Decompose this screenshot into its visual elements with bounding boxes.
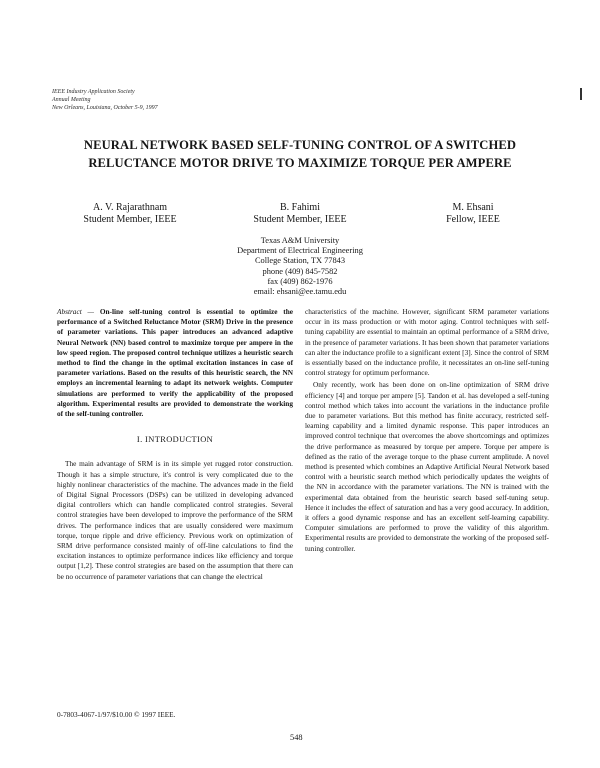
author-name: A. V. Rajarathnam — [92, 202, 168, 213]
section-heading-introduction: I. INTRODUCTION — [136, 435, 214, 445]
author-ehsani — [418, 202, 528, 226]
affiliation-department: Department of Electrical Engineering — [237, 246, 363, 256]
affiliation-fax: fax (409) 862-1976 — [267, 276, 333, 286]
paper-title — [40, 136, 560, 172]
affiliation-city: College Station, TX 77843 — [254, 256, 346, 266]
author-role: Student Member, IEEE — [253, 214, 347, 225]
right-paragraph-2: Only recently, work has been done on on-line optimization of SRM drive efficiency [4] and torque per ampere [5]. Tandon et al. has developed a self-tuning control method which takes into account the variations in the inductance profile due to parameter variations. But this method has finite accuracy, restricted self-learning capability and a limited dynamic response. This paper introduces an improved control technique that overcomes the above shortcomings and optimizes the drive performance as measured by torque per ampere. Torque per ampere is defined as the ratio of the average torque to the phase current amplitude. A novel method is presented which combines an Adaptive Artificial Neural Network based control with a heuristic search method which periodically updates the weights of the NN in accordance with the parameter variations. The NN is trained with the experimental data obtained from the heuristic search based self-tuning setup. Hence it includes the effect of saturation and has a very good accuracy. In addition, it offers a good dynamic response and has an excellent self-learning capability. Computer simulations are performed to prove the validity of this algorithm. Experimental results are provided to demonstrate the working of the proposed self-tuning controller. — [305, 380, 549, 553]
copyright-notice: 0-7803-4067-1/97/$10.00 © 1997 IEEE. — [57, 710, 176, 719]
right-column — [305, 307, 549, 554]
author-role: Student Member, IEEE — [83, 214, 177, 225]
affiliation-block — [150, 236, 450, 297]
left-column — [57, 307, 293, 582]
conference-line-3: New Orleans, Louisiana, October 5-9, 1997 — [52, 105, 158, 111]
margin-mark — [580, 88, 582, 100]
right-paragraph-1: characteristics of the machine. However, significant SRM parameter variations occur in its mass production or with motor aging. Control techniques with self-tuning capability are essential to maintain an optimal performance of a SRM drive, in the presence of parameter variations. It has been shown that parameter variations can alter the inductance profile to a significant extent [3]. Since the control of SRM is essentially based on the inductance profile, it necessitates an on-line self-tuning control strategy for optimum performance. — [305, 307, 549, 378]
author-role: Fellow, IEEE — [446, 214, 500, 225]
page-number: 548 — [290, 733, 303, 742]
title-line-2: RELUCTANCE MOTOR DRIVE TO MAXIMIZE TORQUE PER AMPERE — [88, 156, 512, 170]
introduction-paragraph-1: The main advantage of SRM is in its simple yet rugged rotor construction. Though it has a simple structure, it's control is very complicated due to the highly nonlinear characteristics of the machine. The advances made in the field of Digital Signal Processors (DSPs) can be utilized in developing advanced digital controllers which can handle complicated control strategies. Several control strategies have been developed to improve the performance of the SRM drives. The performance indices that are usually considered were maximum torque, torque ripple and drive efficiency. Previous work on optimization of SRM drive performance consisted mainly of off-line calculations to find the excitation instances to optimize performance indices like efficiency and torque output [1,2]. These control strategies are based on the assumption that there can be no occurrence of parameter variations that can change the electrical — [57, 459, 293, 581]
author-fahimi — [232, 202, 368, 226]
conference-header — [52, 88, 158, 112]
affiliation-university: Texas A&M University — [260, 236, 340, 245]
conference-line-1: IEEE Industry Application Society — [52, 89, 135, 95]
title-line-1: NEURAL NETWORK BASED SELF-TUNING CONTROL OF A SWITCHED — [83, 138, 517, 152]
abstract-body: On-line self-tuning control is essential to optimize the performance of a Switched Reluctance Motor (SRM) Drive in the presence of parameter variations. This paper introduces an advanced adaptive Neural Network (NN) based control to maximize torque per ampere in the low speed region. The proposed control technique utilizes a heuristic search method to find the change in the optimal excitation instances in case of parameter variations. Based on the results of this heuristic search, the NN employs an incremental learning to adapt its network weights. Computer simulations are performed to verify the applicability of the proposed algorithm. Experimental results are provided to demonstrate the working of the self-tuning controller. — [57, 307, 294, 419]
affiliation-email: email: ehsani@ee.tamu.edu — [253, 287, 347, 297]
author-rajarathnam — [60, 202, 200, 226]
author-name: M. Ehsani — [452, 202, 494, 213]
affiliation-phone: phone (409) 845-7582 — [262, 266, 338, 276]
conference-line-2: Annual Meeting — [52, 97, 91, 103]
author-name: B. Fahimi — [279, 202, 320, 213]
abstract-heading: Abstract — — [57, 307, 95, 316]
abstract — [57, 307, 293, 419]
